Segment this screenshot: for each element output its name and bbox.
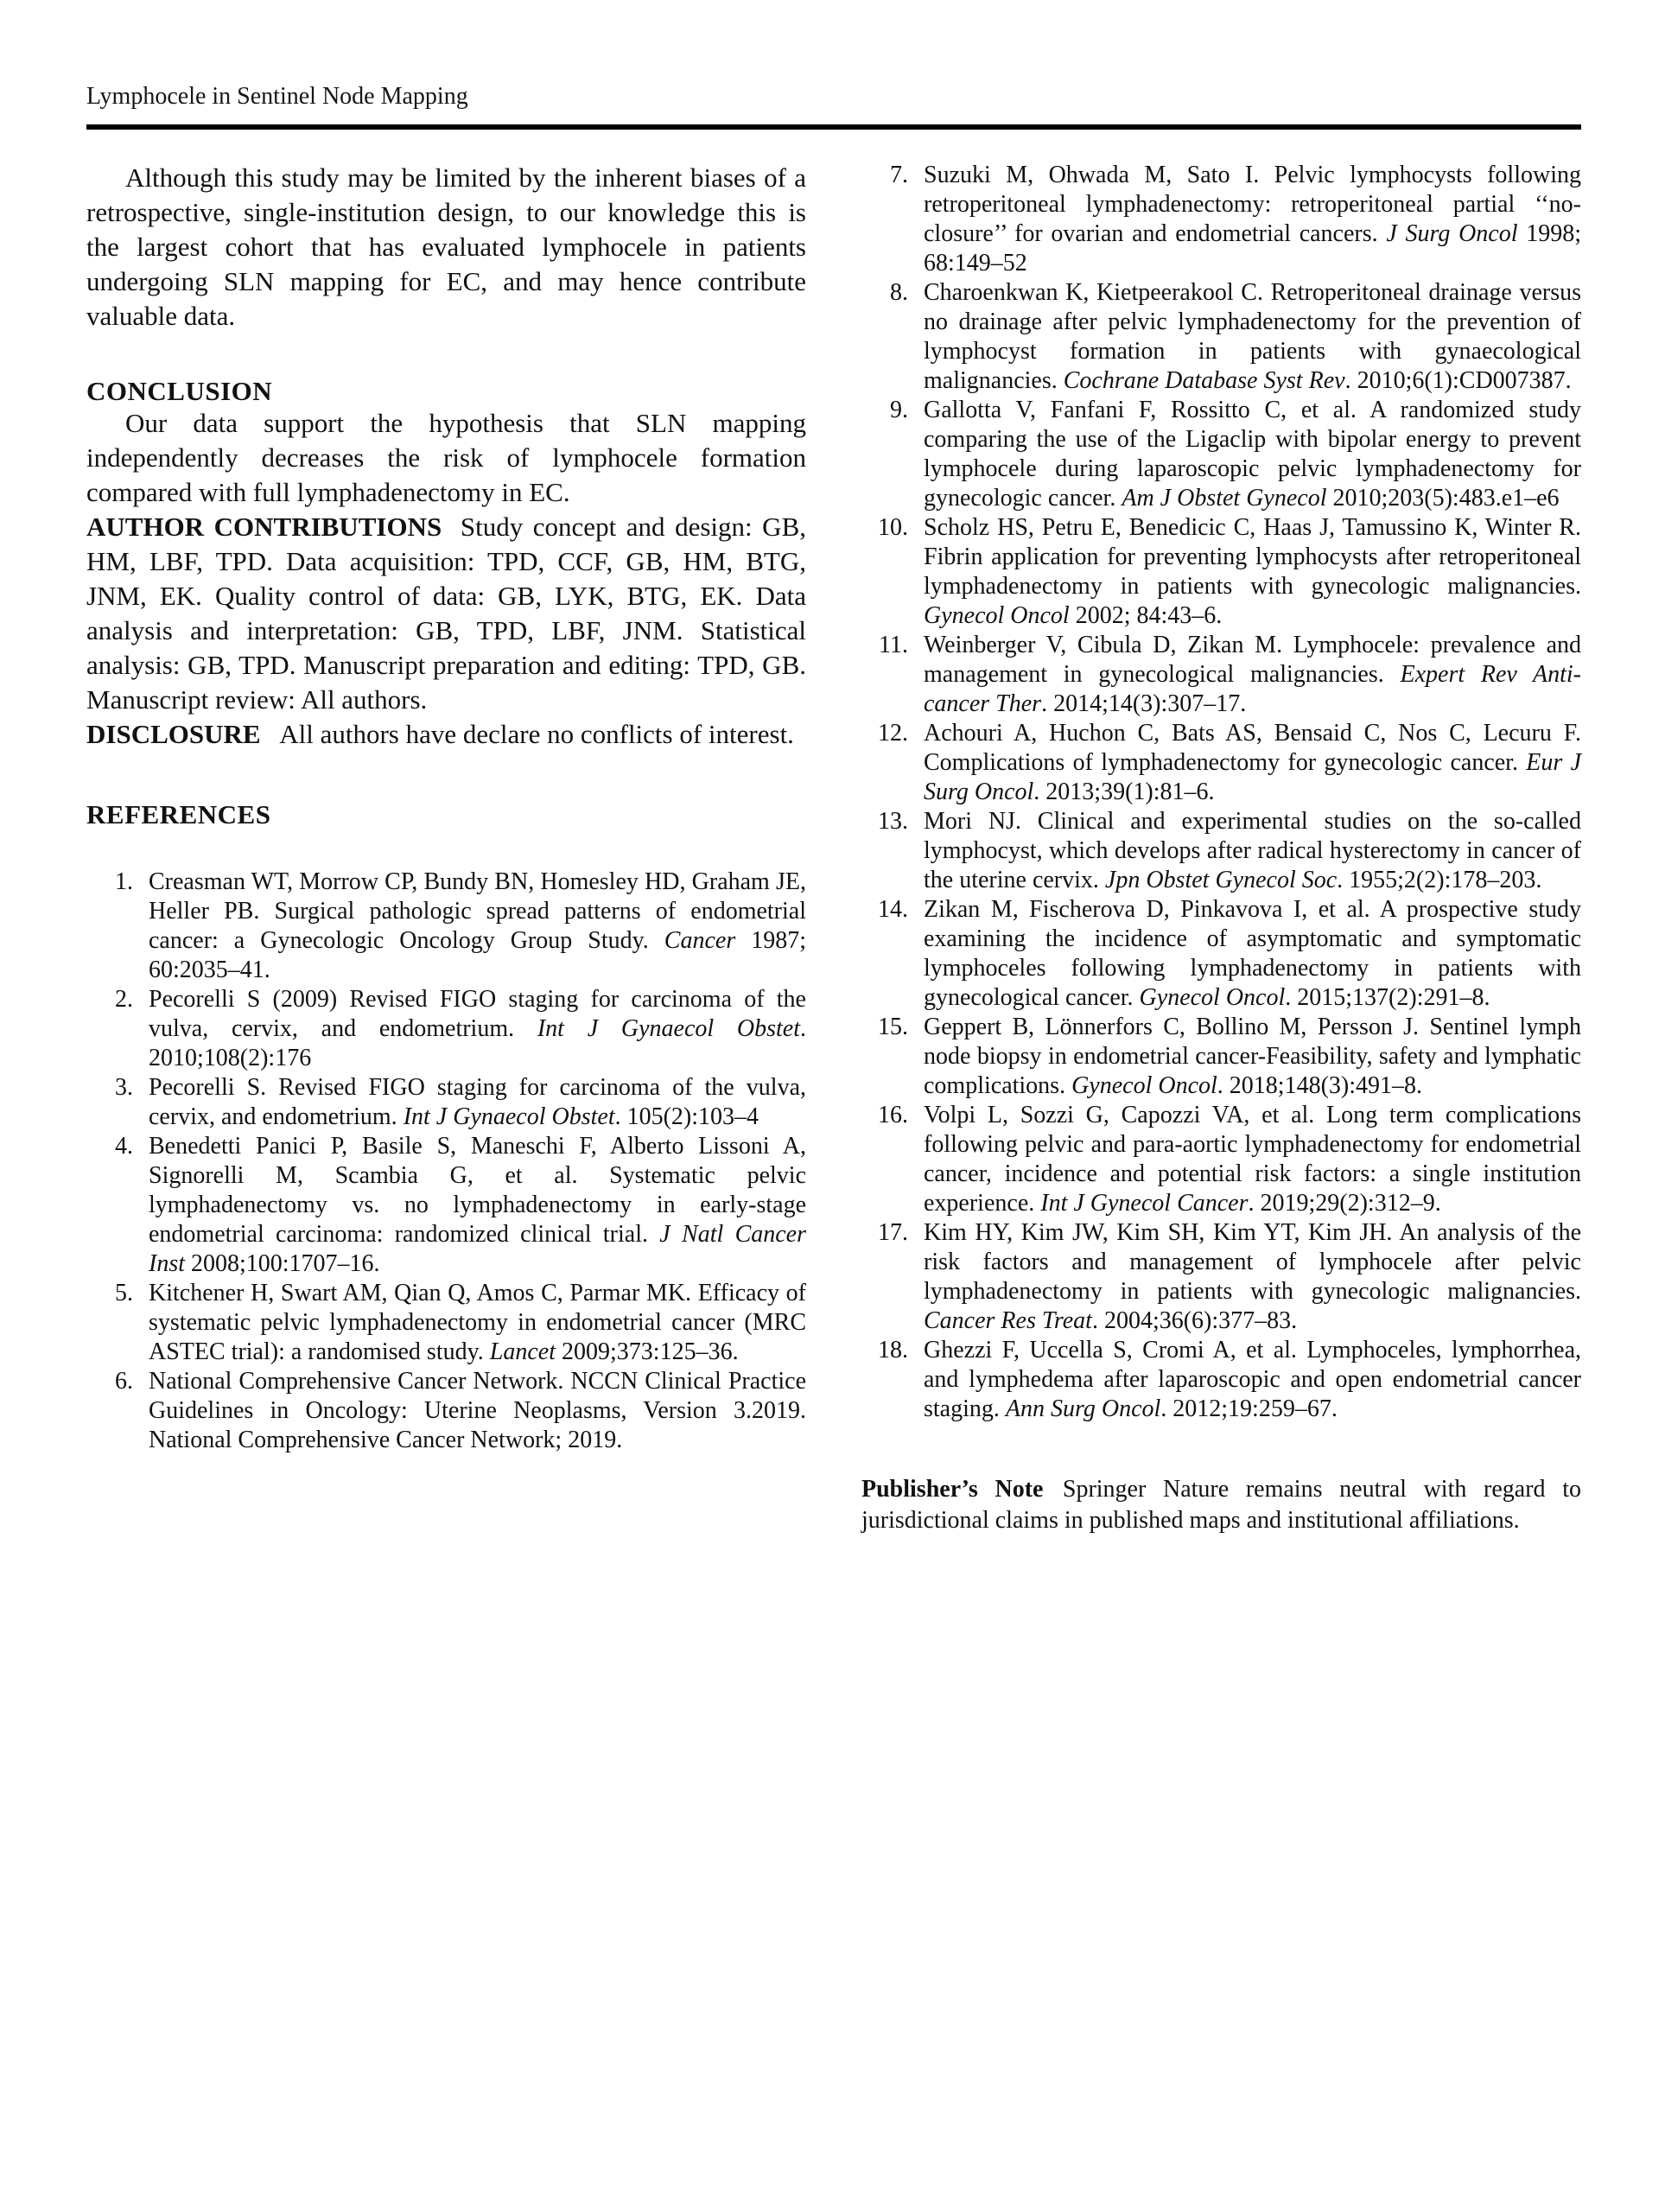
- journal-name: Cancer: [664, 927, 736, 954]
- reference-text: Kitchener H, Swart AM, Qian Q, Amos C, Parmar MK. Efficacy of systematic pelvic lymphadenectomy in endometrial cancer (MRC ASTEC trial): a randomised study. Lancet 2009;373:125–36.: [149, 1280, 806, 1365]
- reference-item: [86, 1132, 806, 1279]
- reference-text: Benedetti Panici P, Basile S, Maneschi F, Alberto Lissoni A, Signorelli M, Scambia G, et al. Systematic pelvic lymphadenectomy vs. no lymphadenectomy in early-stage endometrial carcinoma: randomized clinical trial. J Natl Cancer Inst 2008;100:1707–16.: [149, 1133, 806, 1277]
- reference-number: 6.: [115, 1368, 133, 1395]
- journal-name: Int J Gynecol Cancer: [1040, 1190, 1249, 1217]
- journal-name: Expert Rev Anti-cancer Ther: [924, 661, 1581, 717]
- reference-text: Ghezzi F, Uccella S, Cromi A, et al. Lymphoceles, lymphorrhea, and lymphedema after laparoscopic and open endometrial cancer staging. Ann Surg Oncol. 2012;19:259–67.: [924, 1337, 1581, 1422]
- reference-number: 10.: [878, 514, 908, 541]
- journal-name: Int J Gynaecol Obstet: [537, 1015, 801, 1042]
- reference-text: Zikan M, Fischerova D, Pinkavova I, et al. A prospective study examining the incidence of asymptomatic and symptomatic lymphoceles following lymphadenectomy in patients with gynecological cancer. Gynecol Oncol. 2015;137(2):291–8.: [924, 896, 1581, 1011]
- reference-item: [861, 396, 1581, 513]
- reference-number: 15.: [878, 1014, 908, 1040]
- journal-name: Jpn Obstet Gynecol Soc: [1104, 867, 1338, 893]
- reference-number: 18.: [878, 1337, 908, 1363]
- reference-item: [861, 278, 1581, 396]
- reference-text: Charoenkwan K, Kietpeerakool C. Retroperitoneal drainage versus no drainage after pelvic lymphadenectomy for the prevention of lymphocyst formation in patients with gynaecological malignancies. Cochrane Database Syst Rev. 2010;6(1):CD007387.: [924, 279, 1581, 394]
- reference-text: National Comprehensive Cancer Network. NCCN Clinical Practice Guidelines in Oncology: Uterine Neoplasms, Version 3.2019. National Comprehensive Cancer Network; 2019.: [149, 1368, 806, 1453]
- reference-number: 7.: [890, 162, 908, 188]
- reference-number: 16.: [878, 1102, 908, 1128]
- journal-name: Lancet: [489, 1338, 556, 1365]
- journal-name: Int J Gynaecol Obstet: [403, 1103, 615, 1130]
- disclosure-text: All authors have declare no conflicts of interest.: [279, 719, 794, 749]
- journal-name: Gynecol Oncol: [924, 602, 1070, 629]
- right-column: [861, 161, 1581, 1536]
- reference-item: [86, 1073, 806, 1132]
- reference-number: 13.: [878, 808, 908, 835]
- author-contributions-label: AUTHOR CONTRIBUTIONS: [86, 512, 442, 542]
- reference-item: [861, 719, 1581, 807]
- reference-number: 14.: [878, 896, 908, 923]
- reference-text: Volpi L, Sozzi G, Capozzi VA, et al. Long term complications following pelvic and para-aortic lymphadenectomy for endometrial cancer, incidence and potential risk factors: a single institution experience. Int J Gynecol Cancer. 2019;29(2):312–9.: [924, 1102, 1581, 1217]
- journal-name: Ann Surg Oncol: [1005, 1395, 1161, 1422]
- journal-name: Am J Obstet Gynecol: [1122, 485, 1327, 512]
- journal-name: Gynecol Oncol: [1139, 984, 1286, 1011]
- reference-list-right: [861, 161, 1581, 1424]
- conclusion-paragraph: Our data support the hypothesis that SLN mapping independently decreases the risk of lymphocele formation compared with full lymphadenectomy in EC.: [86, 408, 806, 507]
- reference-text: Kim HY, Kim JW, Kim SH, Kim YT, Kim JH. An analysis of the risk factors and management of lymphocele after pelvic lymphadenectomy in patients with gynecologic malignancies. Cancer Res Treat. 2004;36(6):377–83.: [924, 1219, 1581, 1334]
- reference-text: Pecorelli S. Revised FIGO staging for carcinoma of the vulva, cervix, and endometrium. Int J Gynaecol Obstet. 105(2):103–4: [149, 1074, 806, 1130]
- author-contributions-text: Study concept and design: GB, HM, LBF, TPD. Data acquisition: TPD, CCF, GB, HM, BTG, JNM, EK. Quality control of data: GB, LYK, BTG, EK. Data analysis and interpretation: GB, TPD, LBF, JNM. Statistical analysis: GB, TPD. Manuscript preparation and editing: TPD, GB. Manuscript review: All authors.: [86, 512, 806, 715]
- reference-text: Weinberger V, Cibula D, Zikan M. Lymphocele: prevalence and management in gynecological malignancies. Expert Rev Anti-cancer Ther. 2014;14(3):307–17.: [924, 632, 1581, 717]
- reference-number: 9.: [890, 397, 908, 423]
- reference-item: [861, 807, 1581, 895]
- reference-text: Creasman WT, Morrow CP, Bundy BN, Homesley HD, Graham JE, Heller PB. Surgical pathologic spread patterns of endometrial cancer: a Gynecologic Oncology Group Study. Cancer 1987; 60:2035–41.: [149, 868, 807, 983]
- conclusion-heading: CONCLUSION: [86, 376, 273, 406]
- reference-item: [861, 631, 1581, 719]
- two-column-layout: [86, 161, 1581, 1536]
- reference-text: Achouri A, Huchon C, Bats AS, Bensaid C, Nos C, Lecuru F. Complications of lymphadenectomy for gynecologic cancer. Eur J Surg Oncol. 2013;39(1):81–6.: [924, 720, 1581, 805]
- reference-text: Gallotta V, Fanfani F, Rossitto C, et al. A randomized study comparing the use of the Ligaclip with bipolar energy to prevent lymphocele during laparoscopic pelvic lymphadenectomy for gynecologic cancer. Am J Obstet Gynecol 2010;203(5):483.e1–e6: [924, 397, 1581, 512]
- left-column: [86, 161, 806, 1536]
- reference-text: Suzuki M, Ohwada M, Sato I. Pelvic lymphocysts following retroperitoneal lymphadenectomy: retroperitoneal partial ‘‘no-closure’’ for ovarian and endometrial cancers. J Surg Oncol 1998; 68:149–52: [924, 162, 1581, 276]
- reference-item: [861, 161, 1581, 278]
- reference-number: 4.: [115, 1133, 133, 1160]
- journal-name: Eur J Surg Oncol: [924, 749, 1581, 805]
- publisher-note-paragraph: [861, 1474, 1581, 1536]
- reference-item: [86, 1279, 806, 1367]
- reference-number: 5.: [115, 1280, 133, 1306]
- reference-item: [861, 895, 1581, 1013]
- running-head: Lymphocele in Sentinel Node Mapping: [86, 83, 468, 110]
- reference-item: [861, 1013, 1581, 1101]
- journal-name: Cochrane Database Syst Rev: [1063, 367, 1345, 394]
- reference-item: [861, 1336, 1581, 1424]
- author-contributions-paragraph: [86, 510, 806, 717]
- header-divider-rule: [86, 124, 1581, 130]
- publisher-note-text: Springer Nature remains neutral with regard to jurisdictional claims in published maps and institutional affiliations.: [861, 1476, 1582, 1534]
- reference-item: [861, 1101, 1581, 1218]
- reference-item: [86, 985, 806, 1073]
- reference-text: Pecorelli S (2009) Revised FIGO staging for carcinoma of the vulva, cervix, and endometrium. Int J Gynaecol Obstet. 2010;108(2):176: [149, 986, 807, 1071]
- reference-item: [86, 1367, 806, 1455]
- disclosure-paragraph: [86, 717, 806, 752]
- publisher-note-label: Publisher’s Note: [861, 1476, 1044, 1503]
- reference-number: 3.: [115, 1074, 133, 1101]
- reference-item: [861, 513, 1581, 631]
- intro-paragraph: Although this study may be limited by the inherent biases of a retrospective, single-institution design, to our knowledge this is the largest cohort that has evaluated lymphocele in patients undergoing SLN mapping for EC, and may hence contribute valuable data.: [86, 162, 806, 331]
- reference-item: [861, 1218, 1581, 1336]
- reference-text: Geppert B, Lönnerfors C, Bollino M, Persson J. Sentinel lymph node biopsy in endometrial cancer-Feasibility, safety and lymphatic complications. Gynecol Oncol. 2018;148(3):491–8.: [924, 1014, 1581, 1099]
- reference-text: Mori NJ. Clinical and experimental studies on the so-called lymphocyst, which develops after radical hysterectomy in cancer of the uterine cervix. Jpn Obstet Gynecol Soc. 1955;2(2):178–203.: [924, 808, 1581, 893]
- reference-number: 1.: [115, 868, 133, 895]
- reference-number: 12.: [878, 720, 908, 747]
- references-heading: REFERENCES: [86, 799, 271, 830]
- disclosure-label: DISCLOSURE: [86, 719, 261, 749]
- journal-name: J Natl Cancer Inst: [149, 1221, 806, 1277]
- reference-text: Scholz HS, Petru E, Benedicic C, Haas J, Tamussino K, Winter R. Fibrin application for preventing lymphocysts after retroperitoneal lymphadenectomy in patients with gynecologic malignancies. Gynecol Oncol 2002; 84:43–6.: [924, 514, 1581, 629]
- reference-list-left: [86, 868, 806, 1455]
- journal-name: Cancer Res Treat: [924, 1307, 1092, 1334]
- reference-number: 17.: [878, 1219, 908, 1246]
- journal-name: J Surg Oncol: [1386, 220, 1518, 247]
- reference-number: 8.: [890, 279, 908, 306]
- reference-number: 11.: [879, 632, 908, 658]
- reference-number: 2.: [115, 986, 133, 1013]
- reference-item: [86, 868, 806, 985]
- journal-name: Gynecol Oncol: [1071, 1072, 1217, 1099]
